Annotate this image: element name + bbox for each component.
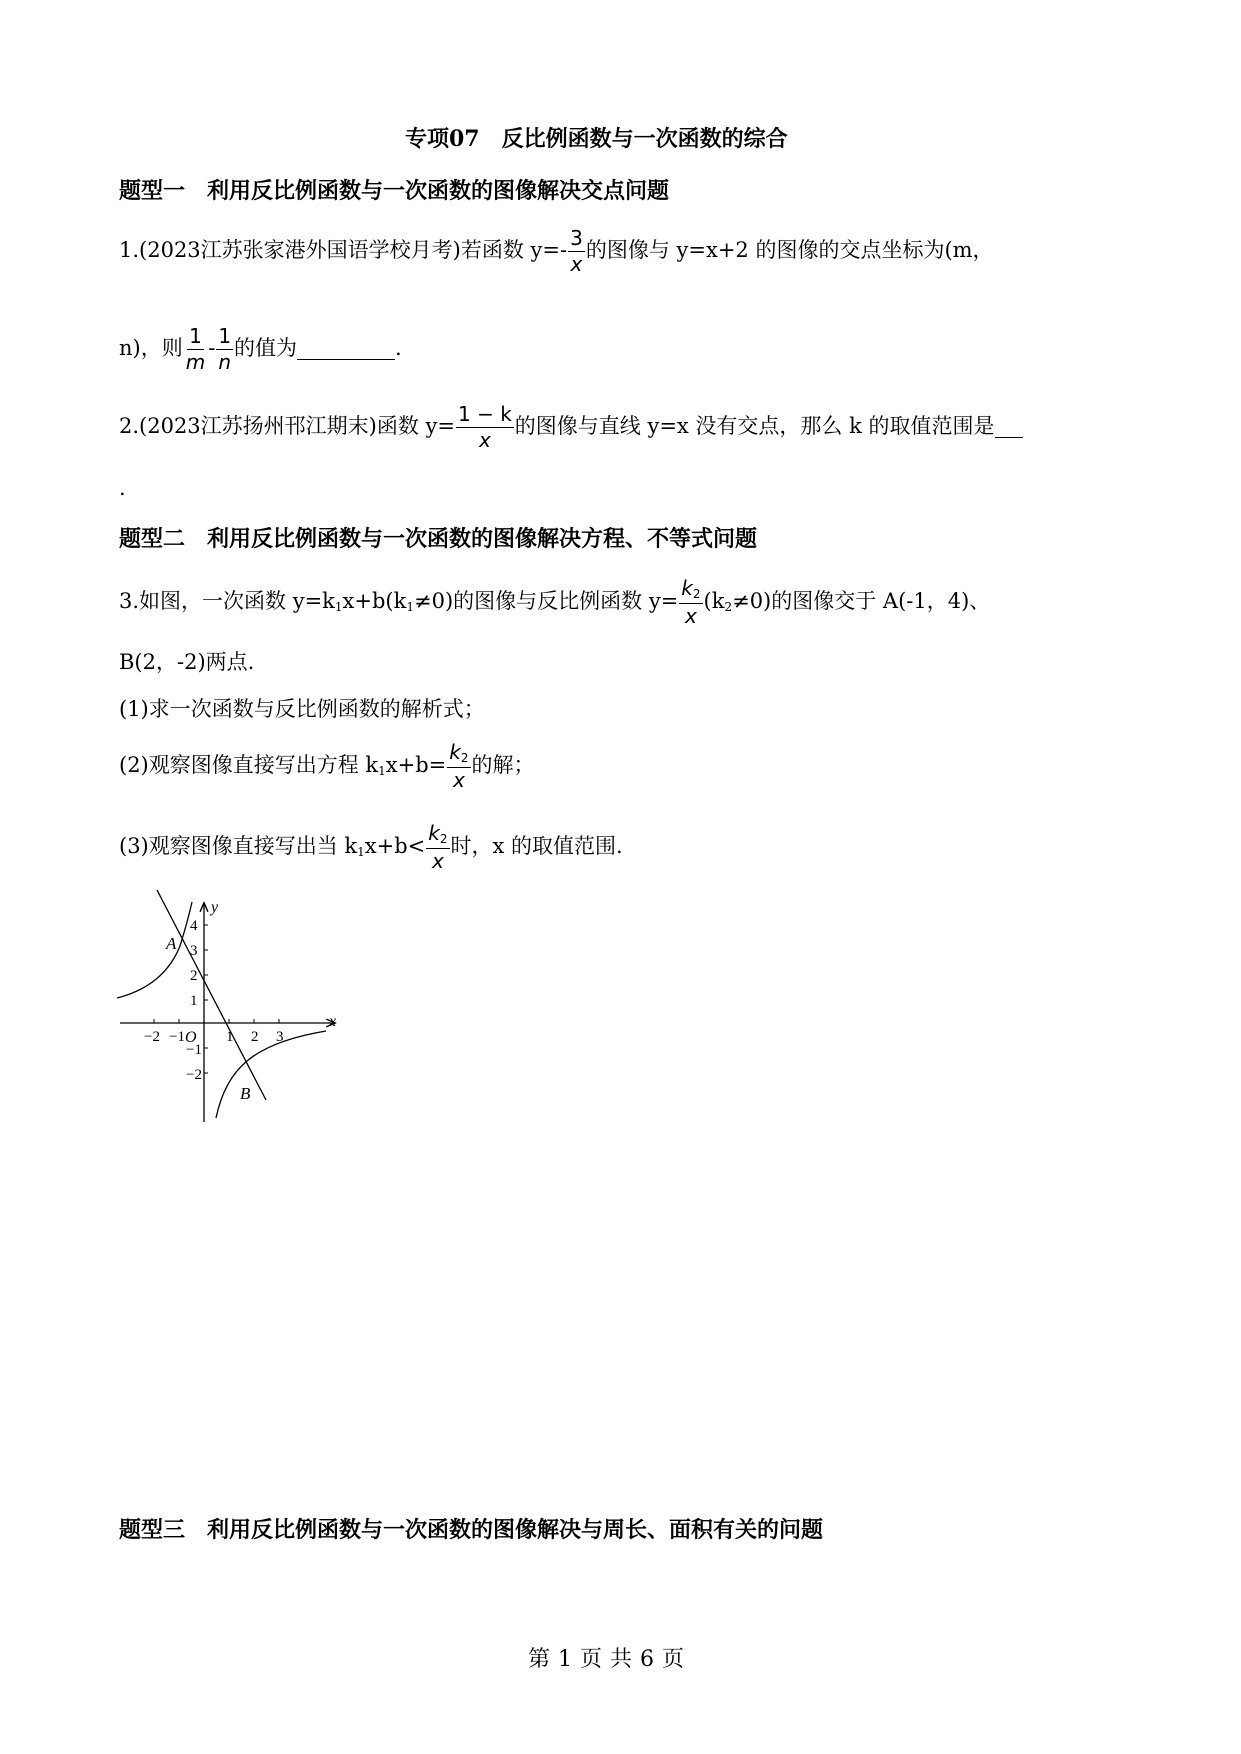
question-1-line-1 bbox=[119, 228, 994, 275]
q3-text-c: ≠0)的图像与反比例函数 y= bbox=[414, 588, 679, 613]
q3-part-2 bbox=[119, 742, 535, 791]
q1-fraction-denominator: x bbox=[570, 252, 583, 276]
x-tick-label: 2 bbox=[251, 1029, 259, 1045]
q1-fraction-n bbox=[216, 326, 233, 373]
q1-text-a: 1.(2023江苏张家港外国语学校月考)若函数 y=- bbox=[119, 238, 568, 262]
q2-fraction bbox=[456, 404, 514, 451]
q3-text-f: B(2，-2)两点. bbox=[119, 650, 255, 674]
question-2-line-1 bbox=[119, 404, 1023, 451]
y-tick-label: 3 bbox=[190, 943, 198, 959]
q1-answer-blank[interactable] bbox=[297, 338, 395, 360]
q3-p3-text-b: x+b< bbox=[364, 833, 426, 858]
question-1-line-2 bbox=[119, 326, 402, 373]
q2-text-b: 的图像与直线 y=x 没有交点，那么 k 的取值范围是 bbox=[514, 414, 995, 438]
q3-sub-3: 2 bbox=[724, 599, 733, 614]
q3-part-1: (1)求一次函数与反比例函数的解析式； bbox=[119, 697, 485, 721]
q1-fraction-numerator: 3 bbox=[570, 226, 583, 250]
question-3-line-1 bbox=[119, 578, 990, 627]
q3-p2-fraction-k: k bbox=[449, 740, 461, 764]
q3-p2-text-c: 的解； bbox=[471, 752, 535, 777]
y-tick-label: −1 bbox=[186, 1042, 202, 1058]
y-tick-label: 4 bbox=[190, 918, 198, 934]
q3-p2-sub: 1 bbox=[378, 763, 386, 778]
point-a-label: A bbox=[166, 934, 177, 953]
q3-p3-fraction bbox=[426, 823, 449, 872]
x-tick-label: 1 bbox=[226, 1029, 234, 1045]
q3-p2-text-a: (2)观察图像直接写出方程 k bbox=[119, 752, 379, 777]
q2-fraction-denominator: x bbox=[478, 428, 491, 452]
q3-p3-fraction-k: k bbox=[428, 821, 440, 845]
q3-p2-fraction bbox=[447, 742, 470, 791]
point-b-label: B bbox=[240, 1084, 251, 1103]
page-footer: 第 1 页 共 6 页 bbox=[528, 1647, 685, 1672]
section-heading-1: 题型一 利用反比例函数与一次函数的图像解决交点问题 bbox=[119, 178, 670, 204]
q3-sub-1: 1 bbox=[334, 599, 343, 614]
y-tick-label: 1 bbox=[190, 993, 198, 1009]
q3-p3-fraction-denominator: x bbox=[431, 848, 444, 873]
section-heading-2: 题型二 利用反比例函数与一次函数的图像解决方程、不等式问题 bbox=[119, 526, 758, 552]
q3-p2-fraction-sub: 2 bbox=[460, 751, 469, 765]
hyperbola-branch-upper-left bbox=[117, 902, 192, 998]
q3-part-3 bbox=[119, 823, 623, 872]
y-axis-label: y bbox=[211, 899, 219, 916]
q3-fraction-numerator bbox=[679, 578, 702, 604]
page-title: 专项07 反比例函数与一次函数的综合 bbox=[405, 126, 788, 152]
y-tick-label: −2 bbox=[186, 1067, 202, 1083]
q3-fraction-k: k bbox=[681, 576, 693, 600]
q3-text-d: (k bbox=[703, 588, 725, 613]
section-heading-3: 题型三 利用反比例函数与一次函数的图像解决与周长、面积有关的问题 bbox=[119, 1517, 824, 1543]
q3-fraction-sub: 2 bbox=[692, 587, 701, 601]
q3-fraction-denominator: x bbox=[684, 603, 697, 628]
q3-p3-fraction-sub: 2 bbox=[439, 832, 448, 846]
q3-p2-fraction-numerator bbox=[447, 742, 470, 768]
q3-fraction bbox=[679, 578, 702, 627]
q2-fraction-numerator: 1 − k bbox=[458, 402, 512, 426]
q1-text-d: 的值为 bbox=[234, 336, 298, 360]
q2-text-a: 2.(2023江苏扬州邗江期末)函数 y= bbox=[119, 414, 455, 438]
linear-function-line bbox=[157, 890, 266, 1100]
q1-minus: - bbox=[208, 336, 216, 360]
q2-end: . bbox=[119, 476, 126, 500]
q2-answer-blank[interactable] bbox=[995, 416, 1023, 438]
q3-p3-sub: 1 bbox=[357, 844, 365, 859]
y-tick-label: 2 bbox=[190, 968, 198, 984]
origin-label: O bbox=[185, 1029, 197, 1046]
x-tick-label: −2 bbox=[144, 1029, 160, 1045]
q1-fraction bbox=[568, 228, 585, 275]
x-axis-label: x bbox=[329, 1013, 337, 1030]
q3-text-e: ≠0)的图像交于 A(-1，4)、 bbox=[732, 588, 991, 613]
q1-text-b: 的图像与 y=x+2 的图像的交点坐标为(m， bbox=[585, 238, 994, 262]
q1-fraction-m bbox=[184, 326, 207, 373]
q1-end: . bbox=[395, 336, 402, 360]
q1-text-c: n)，则 bbox=[119, 336, 183, 360]
q1-fraction-m-numerator: 1 bbox=[189, 324, 202, 348]
q3-p2-text-b: x+b= bbox=[385, 752, 447, 777]
q3-p2-fraction-denominator: x bbox=[452, 767, 465, 792]
q1-fraction-m-denominator: m bbox=[185, 350, 206, 374]
q3-sub-2: 1 bbox=[406, 599, 414, 614]
q1-fraction-n-denominator: n bbox=[218, 350, 232, 374]
q1-fraction-n-numerator: 1 bbox=[218, 324, 232, 348]
x-tick-label: 3 bbox=[276, 1029, 284, 1045]
q3-text-b: x+b(k bbox=[342, 588, 407, 613]
q3-text-a: 3.如图，一次函数 y=k bbox=[119, 588, 335, 613]
x-tick-label: −1 bbox=[169, 1029, 185, 1045]
q3-p3-fraction-numerator bbox=[426, 823, 449, 849]
function-graph-figure bbox=[112, 890, 342, 1130]
q3-p3-text-c: 时，x 的取值范围. bbox=[450, 833, 623, 858]
q3-p3-text-a: (3)观察图像直接写出当 k bbox=[119, 833, 358, 858]
